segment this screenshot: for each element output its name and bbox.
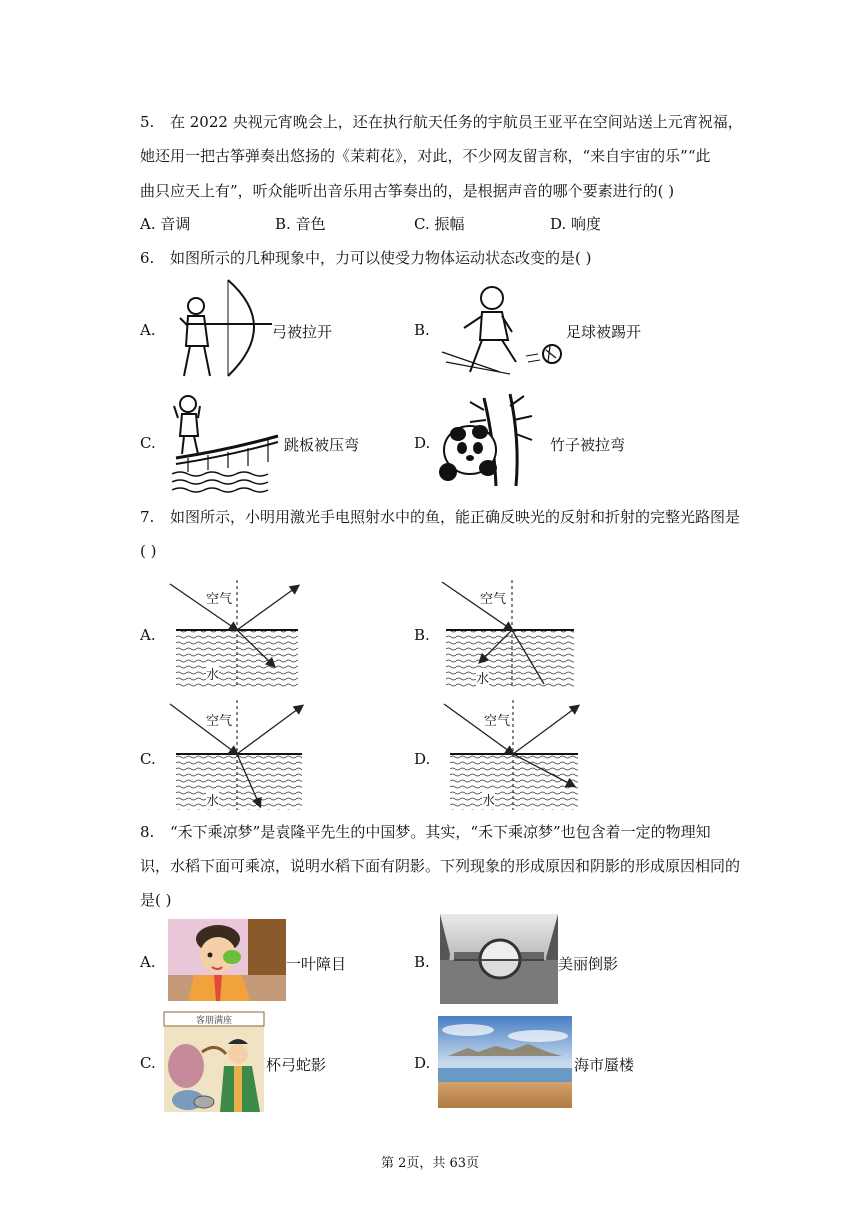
q8-option-b-label[interactable]: B.: [414, 953, 430, 971]
q8-number: 8.: [140, 823, 155, 841]
q5-option-a[interactable]: A. 音调: [140, 215, 191, 233]
archer-drawing-bow-icon: [168, 276, 278, 380]
water-label: 水: [206, 664, 219, 683]
q6-option-d-label[interactable]: D.: [414, 434, 431, 452]
q8-option-d-caption: 海市蜃楼: [574, 1056, 635, 1074]
q8-option-c-caption: 杯弓蛇影: [266, 1056, 327, 1074]
q5-line2: 她还用一把古筝弹奏出悠扬的《茉莉花》，对此，不少网友留言称，“来自宇宙的乐”“此: [140, 147, 711, 165]
q6-option-a-caption: 弓被拉开: [272, 323, 333, 341]
q7-line2: ( ): [140, 542, 157, 560]
bow-reflection-in-cup-cartoon-icon: [164, 1012, 264, 1112]
bridge-reflection-photo-icon: [440, 914, 558, 1004]
q8-option-c-label[interactable]: C.: [140, 1054, 156, 1072]
q5-number: 5.: [140, 113, 155, 131]
water-label: 水: [206, 790, 219, 809]
q6-option-c-caption: 跳板被压弯: [284, 436, 360, 454]
q7-diagram-a: [166, 580, 308, 692]
q5-option-b[interactable]: B. 音色: [275, 215, 326, 233]
q8-line3: 是( ): [140, 891, 172, 909]
air-label: 空气: [480, 592, 507, 607]
air-label: 空气: [206, 592, 233, 607]
q8-option-a-label[interactable]: A.: [140, 953, 156, 971]
air-label: 空气: [484, 714, 511, 729]
air-label: 空气: [206, 714, 233, 729]
q6-option-a-label[interactable]: A.: [140, 321, 156, 339]
q7-option-c-label[interactable]: C.: [140, 750, 156, 768]
q7-line1: 7. 如图所示，小明用激光手电照射水中的鱼，能正确反映光的反射和折射的完整光路图是: [140, 508, 741, 526]
q6-option-d-caption: 竹子被拉弯: [550, 436, 626, 454]
q7-option-a-label[interactable]: A.: [140, 626, 156, 644]
water-label: 水: [482, 790, 495, 809]
q6-option-b-caption: 足球被踢开: [566, 323, 642, 341]
q7-option-b-label[interactable]: B.: [414, 626, 430, 644]
q6-option-c-label[interactable]: C.: [140, 434, 156, 452]
panda-bending-bamboo-icon: [436, 390, 548, 490]
mirage-over-sea-photo-icon: [438, 1016, 572, 1108]
q7-diagram-c: [166, 700, 308, 812]
q7-diagram-d: [440, 700, 582, 812]
sign-text: 客朋满座: [195, 1016, 232, 1026]
water-label: 水: [476, 668, 489, 687]
diver-on-springboard-icon: [168, 392, 280, 492]
q5-option-c[interactable]: C. 振幅: [414, 215, 465, 233]
q7-number: 7.: [140, 508, 155, 526]
leaf-covering-eye-cartoon-icon: [168, 919, 286, 1001]
q5-line3: 曲只应天上有”，听众能听出音乐用古筝奏出的，是根据声音的哪个要素进行的( ): [140, 182, 675, 200]
q5-option-d[interactable]: D. 响度: [550, 215, 602, 233]
q6-option-b-label[interactable]: B.: [414, 321, 430, 339]
q8-option-d-label[interactable]: D.: [414, 1054, 431, 1072]
q8-option-a-caption: 一叶障目: [286, 955, 347, 973]
q5-line1: 5. 在 2022 央视元宵晚会上，还在执行航天任务的宇航员王亚平在空间站送上元宵祝福，: [140, 113, 743, 131]
q8-option-b-caption: 美丽倒影: [558, 955, 619, 973]
q6-line1: 6. 如图所示的几种现象中，力可以使受力物体运动状态改变的是( ): [140, 249, 592, 267]
boy-kicking-football-icon: [440, 282, 565, 380]
page-footer: 第 2页，共 63页: [380, 1156, 480, 1171]
q7-diagram-b: [436, 580, 578, 692]
q6-number: 6.: [140, 249, 155, 267]
q8-line2: 识，水稻下面可乘凉，说明水稻下面有阴影。下列现象的形成原因和阴影的形成原因相同的: [140, 857, 741, 875]
q7-option-d-label[interactable]: D.: [414, 750, 431, 768]
q8-line1: 8. “禾下乘凉梦”是袁隆平先生的中国梦。其实，“禾下乘凉梦”也包含着一定的物理知: [140, 823, 711, 841]
